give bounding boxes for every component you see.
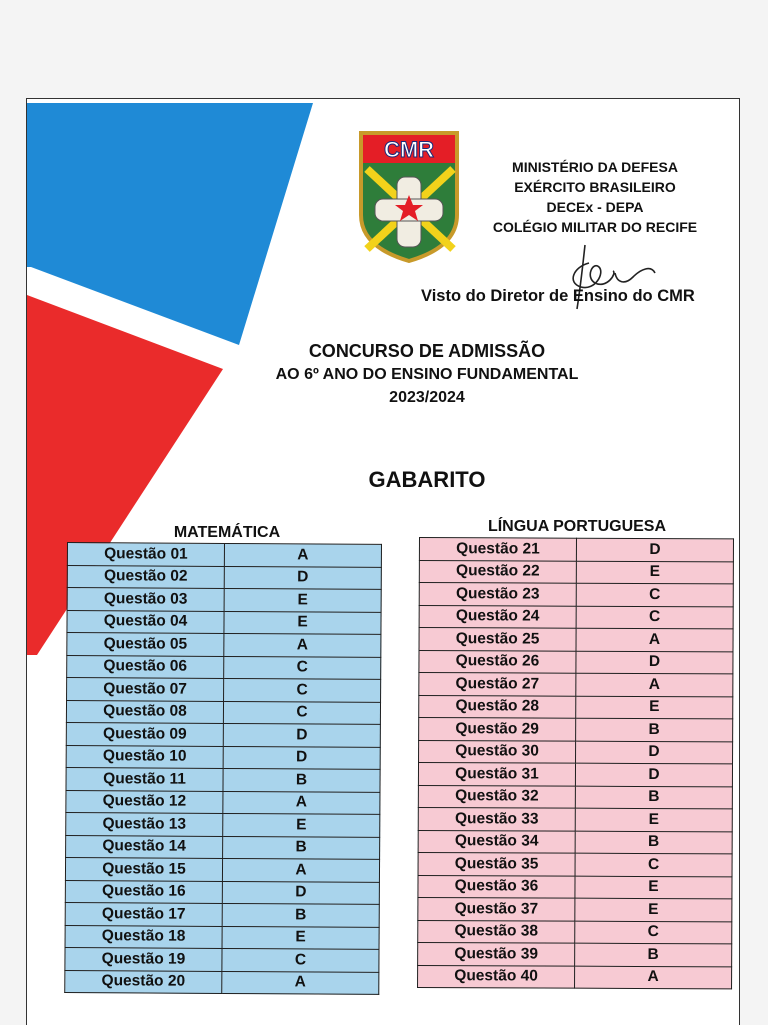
question-label: Questão 40 <box>418 965 575 988</box>
question-label: Questão 23 <box>419 583 576 606</box>
question-label: Questão 12 <box>66 790 223 813</box>
title-line-1: CONCURSO DE ADMISSÃO <box>308 341 546 361</box>
answer-cell: C <box>224 678 381 701</box>
table-row <box>419 740 733 764</box>
title-line-year: 2023/2024 <box>389 389 465 406</box>
answer-cell: B <box>223 836 380 859</box>
answer-cell: D <box>575 763 732 786</box>
answer-cell: E <box>575 898 732 921</box>
question-label: Questão 38 <box>418 920 575 943</box>
question-label: Questão 17 <box>65 902 222 925</box>
table-row <box>419 673 733 697</box>
question-label: Questão 07 <box>67 678 224 701</box>
table-row <box>65 857 379 881</box>
question-label: Questão 05 <box>67 633 224 656</box>
table-row <box>418 897 732 921</box>
answer-cell: B <box>575 943 732 966</box>
table-row <box>67 610 381 634</box>
matematica-heading: MATEMÁTICA <box>173 524 281 541</box>
question-label: Questão 37 <box>418 897 575 920</box>
answer-cell: E <box>223 813 380 836</box>
answer-cell: C <box>576 583 733 606</box>
table-row <box>418 965 732 989</box>
table-row <box>66 835 380 859</box>
answer-cell: B <box>575 831 732 854</box>
table-row <box>66 745 380 769</box>
answer-cell: D <box>224 566 381 589</box>
answer-cell: D <box>576 741 733 764</box>
answer-cell: D <box>576 651 733 674</box>
question-label: Questão 15 <box>65 857 222 880</box>
svg-text:CMR: CMR <box>383 137 435 162</box>
answer-cell: A <box>224 633 381 656</box>
question-label: Questão 19 <box>65 947 222 970</box>
matematica-answer-table <box>64 542 382 995</box>
table-row <box>419 560 733 584</box>
question-label: Questão 11 <box>66 767 223 790</box>
answer-cell: C <box>575 853 732 876</box>
table-row <box>419 628 733 652</box>
answer-cell: E <box>575 808 732 831</box>
cmr-crest-logo <box>357 129 461 263</box>
answer-cell: B <box>222 903 379 926</box>
answer-cell: C <box>575 921 732 944</box>
question-label: Questão 35 <box>418 852 575 875</box>
table-row <box>65 970 379 994</box>
answer-cell: E <box>224 611 381 634</box>
question-label: Questão 06 <box>67 655 224 678</box>
table-row <box>67 678 381 702</box>
question-label: Questão 01 <box>67 543 224 566</box>
table-row <box>67 588 381 612</box>
table-row <box>65 925 379 949</box>
table-row <box>418 807 732 831</box>
question-label: Questão 29 <box>419 718 576 741</box>
question-label: Questão 28 <box>419 695 576 718</box>
table-row <box>418 763 732 787</box>
answer-cell: A <box>223 791 380 814</box>
question-label: Questão 14 <box>66 835 223 858</box>
table-row <box>419 605 733 629</box>
table-row <box>66 767 380 791</box>
question-label: Questão 16 <box>65 880 222 903</box>
table-row <box>419 583 733 607</box>
title-line-2: AO 6º ANO DO ENSINO FUNDAMENTAL <box>275 366 579 383</box>
table-row <box>66 700 380 724</box>
question-label: Questão 04 <box>67 610 224 633</box>
answer-cell: E <box>222 926 379 949</box>
table-row <box>418 942 732 966</box>
answer-cell: A <box>575 966 732 989</box>
question-label: Questão 20 <box>65 970 222 993</box>
question-label: Questão 18 <box>65 925 222 948</box>
table-row <box>66 722 380 746</box>
answer-cell: D <box>576 538 733 561</box>
table-row <box>67 543 381 567</box>
question-label: Questão 27 <box>419 673 576 696</box>
answer-cell: B <box>576 718 733 741</box>
answer-cell: D <box>223 723 380 746</box>
answer-cell: C <box>224 656 381 679</box>
org-line-decex: DECEx - DEPA <box>546 199 644 215</box>
portugues-heading: LÍNGUA PORTUGUESA <box>487 518 667 535</box>
question-label: Questão 10 <box>66 745 223 768</box>
question-label: Questão 08 <box>66 700 223 723</box>
question-label: Questão 33 <box>418 807 575 830</box>
answer-cell: A <box>224 543 381 566</box>
table-row <box>67 565 381 589</box>
answer-cell: B <box>223 768 380 791</box>
question-label: Questão 13 <box>66 812 223 835</box>
question-label: Questão 22 <box>419 560 576 583</box>
portugues-answer-table <box>417 537 734 989</box>
blue-stripe <box>27 103 313 345</box>
org-line-ministry: MINISTÉRIO DA DEFESA <box>512 159 678 175</box>
table-row <box>66 812 380 836</box>
table-row <box>418 852 732 876</box>
answer-cell: E <box>575 876 732 899</box>
answer-cell: C <box>576 606 733 629</box>
answer-cell: D <box>222 881 379 904</box>
table-row <box>65 880 379 904</box>
org-line-college: COLÉGIO MILITAR DO RECIFE <box>492 219 698 235</box>
question-label: Questão 24 <box>419 605 576 628</box>
table-row <box>65 947 379 971</box>
question-label: Questão 36 <box>418 875 575 898</box>
answer-cell: A <box>222 858 379 881</box>
question-label: Questão 26 <box>419 650 576 673</box>
question-label: Questão 39 <box>418 942 575 965</box>
question-label: Questão 30 <box>419 740 576 763</box>
question-label: Questão 02 <box>67 565 224 588</box>
answer-cell: E <box>224 588 381 611</box>
table-row <box>67 633 381 657</box>
table-row <box>67 655 381 679</box>
answer-key-sheet <box>26 98 740 1025</box>
organization-header <box>475 157 715 237</box>
answer-cell: C <box>222 948 379 971</box>
answer-cell: D <box>223 746 380 769</box>
question-label: Questão 31 <box>418 763 575 786</box>
question-label: Questão 32 <box>418 785 575 808</box>
director-approval-text: Visto do Diretor de Ensino do CMR <box>421 287 695 305</box>
org-line-army: EXÉRCITO BRASILEIRO <box>514 179 676 195</box>
question-label: Questão 34 <box>418 830 575 853</box>
answer-cell: A <box>576 628 733 651</box>
table-row <box>418 875 732 899</box>
table-row <box>65 902 379 926</box>
table-row <box>419 650 733 674</box>
table-row <box>418 830 732 854</box>
answer-cell: E <box>576 696 733 719</box>
question-label: Questão 21 <box>419 538 576 561</box>
answer-cell: A <box>222 971 379 994</box>
table-row <box>419 718 733 742</box>
answer-cell: C <box>223 701 380 724</box>
table-row <box>419 695 733 719</box>
table-row <box>418 785 732 809</box>
answer-cell: B <box>575 786 732 809</box>
table-row <box>66 790 380 814</box>
answer-cell: A <box>576 673 733 696</box>
question-label: Questão 25 <box>419 628 576 651</box>
answer-cell: E <box>576 561 733 584</box>
question-label: Questão 09 <box>66 722 223 745</box>
question-label: Questão 03 <box>67 588 224 611</box>
table-row <box>419 538 733 562</box>
gabarito-heading: GABARITO <box>368 467 486 492</box>
exam-title <box>247 339 607 409</box>
table-row <box>418 920 732 944</box>
